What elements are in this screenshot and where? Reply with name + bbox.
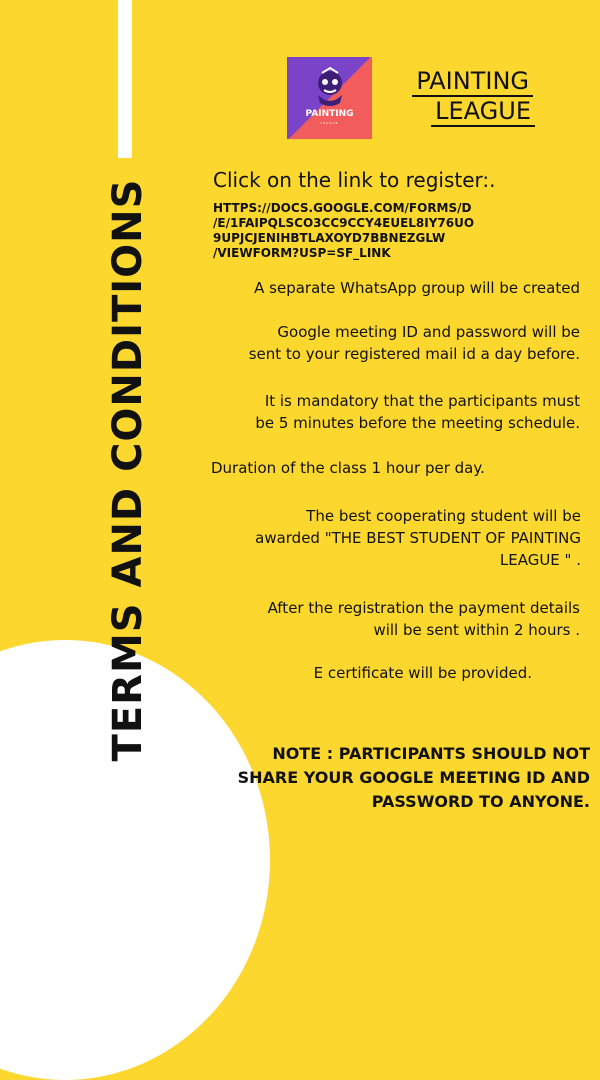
register-heading: Click on the link to register:.: [213, 168, 496, 192]
whatsapp-group-text: A separate WhatsApp group will be created: [254, 279, 580, 297]
duration-text: Duration of the class 1 hour per day.: [211, 459, 485, 477]
logo-subword: LEAGUE: [320, 121, 339, 125]
painting-league-logo: [287, 57, 372, 139]
logo-word: PAINTING: [305, 109, 354, 119]
white-bar-decoration: [118, 0, 132, 158]
certificate-text: E certificate will be provided.: [313, 664, 532, 682]
terms-title-vertical: TERMS AND CONDITIONS: [105, 178, 151, 762]
best-student-text: The best cooperating student will be awarded "THE BEST STUDENT OF PAINTING LEAGUE " .: [255, 507, 581, 569]
brand-title: [385, 66, 535, 126]
punctuality-text: It is mandatory that the participants must be 5 minutes before the meeting schedule.: [255, 392, 580, 432]
note-warning: NOTE : PARTICIPANTS SHOULD NOT SHARE YOUR GOOGLE MEETING ID AND PASSWORD TO ANYONE.: [237, 744, 590, 811]
payment-details-text: After the registration the payment details will be sent within 2 hours .: [267, 599, 580, 639]
brand-line-2: LEAGUE: [431, 97, 535, 127]
brand-line-1: PAINTING: [412, 67, 533, 97]
mascot-icon: [308, 65, 352, 109]
meeting-id-text: Google meeting ID and password will be sent to your registered mail id a day before.: [248, 323, 580, 363]
registration-link[interactable]: HTTPS://DOCS.GOOGLE.COM/FORMS/D /E/1FAIPQLSCO3CC9CCY4EUEL8IY76UO 9UPJCJENIHBTLAXOYD7BBNEZGLW /VIEWFORM?USP=SF_LINK: [213, 201, 475, 260]
